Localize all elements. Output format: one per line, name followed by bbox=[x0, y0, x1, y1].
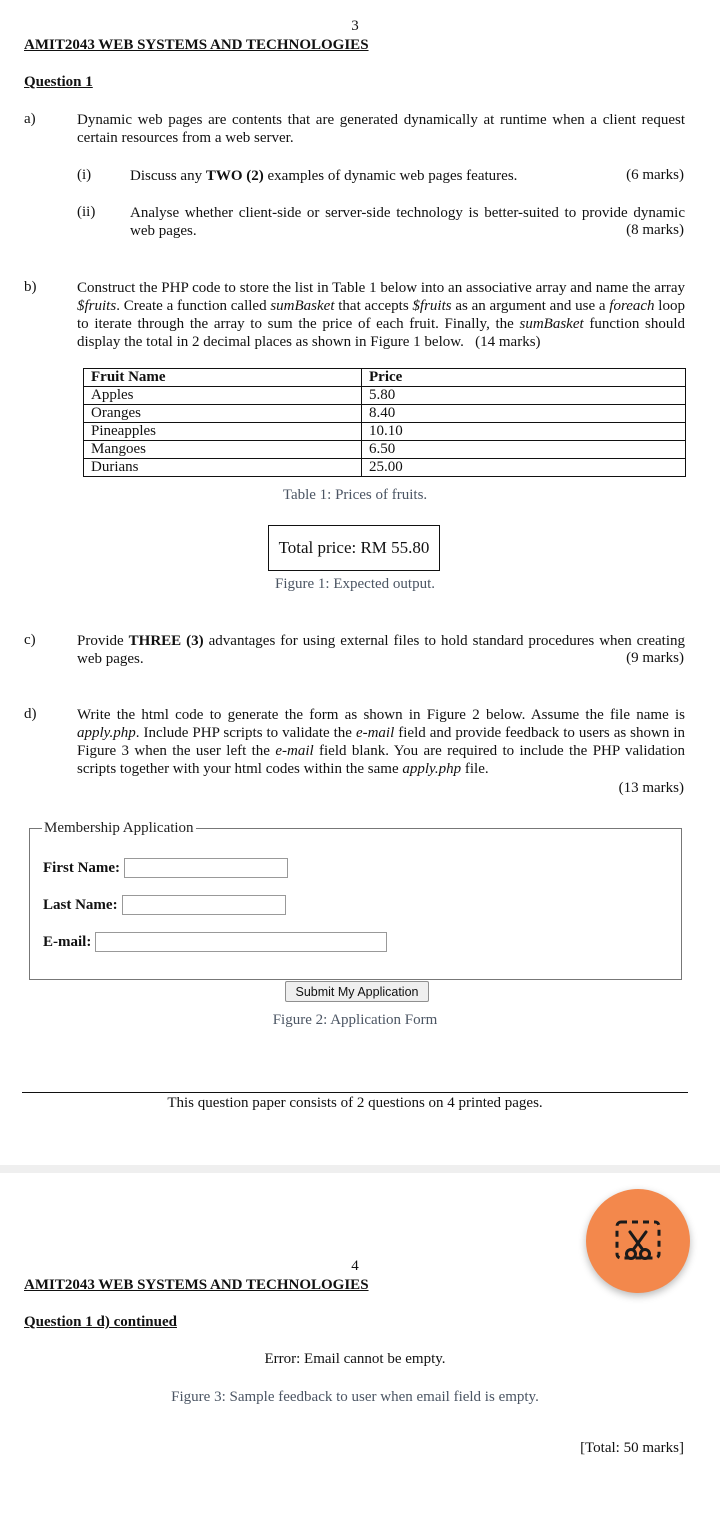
continued-title: Question 1 d) continued bbox=[24, 1314, 177, 1330]
table-cell: 25.00 bbox=[362, 459, 686, 477]
table-cell: Oranges bbox=[84, 405, 362, 423]
question-title: Question 1 bbox=[24, 74, 93, 90]
table-cell: Mangoes bbox=[84, 441, 362, 459]
part-b-text: Construct the PHP code to store the list in Table 1 below into an associative array and name the array $fruits. Create a function called sumBasket that accepts $fruits as an argument and use a foreach loop to iterate through the array to sum the price of each fruit. Finally, the sumBasket function should display the total in 2 decimal places as shown in Figure 1 below. (14 marks) bbox=[77, 280, 685, 350]
table-header-cell: Fruit Name bbox=[84, 369, 362, 387]
part-c-marks: (9 marks) bbox=[626, 650, 684, 666]
course-header: AMIT2043 WEB SYSTEMS AND TECHNOLOGIES bbox=[24, 1277, 369, 1293]
table-header-row bbox=[84, 369, 686, 387]
expected-output-box: Total price: RM 55.80 bbox=[268, 525, 440, 571]
screenshot-scissors-icon bbox=[613, 1218, 663, 1264]
fruit-price-table bbox=[83, 368, 686, 477]
part-b-marks: (14 marks) bbox=[475, 334, 541, 350]
table-cell: Pineapples bbox=[84, 423, 362, 441]
sub-i-label: (i) bbox=[77, 167, 92, 183]
submit-application-button[interactable]: Submit My Application bbox=[285, 981, 429, 1002]
part-d-marks: (13 marks) bbox=[618, 780, 684, 796]
page-separator bbox=[0, 1165, 720, 1173]
sub-ii-label: (ii) bbox=[77, 204, 96, 220]
table-row bbox=[84, 441, 686, 459]
part-a-label: a) bbox=[24, 111, 36, 127]
table-row bbox=[84, 405, 686, 423]
course-header: AMIT2043 WEB SYSTEMS AND TECHNOLOGIES bbox=[24, 37, 369, 53]
part-a-text: Dynamic web pages are contents that are generated dynamically at runtime when a client request certain resources from a web server. bbox=[77, 112, 685, 146]
table-caption: Table 1: Prices of fruits. bbox=[282, 487, 428, 503]
page-footer-note: This question paper consists of 2 questions on 4 printed pages. bbox=[167, 1095, 543, 1111]
table-cell: Durians bbox=[84, 459, 362, 477]
page-number: 4 bbox=[351, 1258, 359, 1274]
first-name-row bbox=[43, 858, 288, 878]
total-marks: [Total: 50 marks] bbox=[580, 1440, 684, 1456]
screenshot-tool-button[interactable] bbox=[586, 1189, 690, 1293]
table-cell: 5.80 bbox=[362, 387, 686, 405]
part-d-text: Write the html code to generate the form as shown in Figure 2 below. Assume the file name is apply.php. Include PHP scripts to validate the e-mail field and provide feedback to users as shown in Figure 3 when the user left the e-mail field blank. You are required to include the PHP validation scripts together with your html codes within the same apply.php file. bbox=[77, 707, 686, 777]
figure-2-caption: Figure 2: Application Form bbox=[272, 1012, 438, 1028]
table-header-cell: Price bbox=[362, 369, 686, 387]
page-number: 3 bbox=[351, 18, 359, 34]
part-c-label: c) bbox=[24, 632, 36, 648]
figure-1-caption: Figure 1: Expected output. bbox=[275, 576, 435, 592]
table-row bbox=[84, 423, 686, 441]
form-legend: Membership Application bbox=[44, 820, 194, 836]
sub-ii-marks: (8 marks) bbox=[626, 222, 684, 238]
table-row bbox=[84, 459, 686, 477]
email-label: E-mail: bbox=[43, 933, 92, 950]
email-row bbox=[43, 932, 387, 952]
part-b-label: b) bbox=[24, 279, 37, 295]
footer-divider bbox=[22, 1092, 688, 1093]
figure-3-caption: Figure 3: Sample feedback to user when email field is empty. bbox=[171, 1389, 539, 1405]
email-input[interactable] bbox=[95, 932, 387, 952]
sub-ii-text: Analyse whether client-side or server-side technology is better-suited to provide dynamic web pages. bbox=[130, 205, 685, 239]
last-name-row bbox=[43, 895, 286, 915]
first-name-input[interactable] bbox=[124, 858, 288, 878]
sub-i-text: Discuss any TWO (2) examples of dynamic web pages features. bbox=[130, 168, 518, 184]
first-name-label: First Name: bbox=[43, 859, 121, 876]
table-cell: 8.40 bbox=[362, 405, 686, 423]
table-row bbox=[84, 387, 686, 405]
last-name-label: Last Name: bbox=[43, 896, 118, 913]
error-feedback-text: Error: Email cannot be empty. bbox=[264, 1351, 446, 1367]
table-cell: 6.50 bbox=[362, 441, 686, 459]
part-c-text: Provide THREE (3) advantages for using external files to hold standard procedures when creating web pages. bbox=[77, 633, 685, 667]
table-cell: 10.10 bbox=[362, 423, 686, 441]
table-cell: Apples bbox=[84, 387, 362, 405]
sub-i-marks: (6 marks) bbox=[626, 167, 684, 183]
part-d-label: d) bbox=[24, 706, 37, 722]
last-name-input[interactable] bbox=[122, 895, 286, 915]
